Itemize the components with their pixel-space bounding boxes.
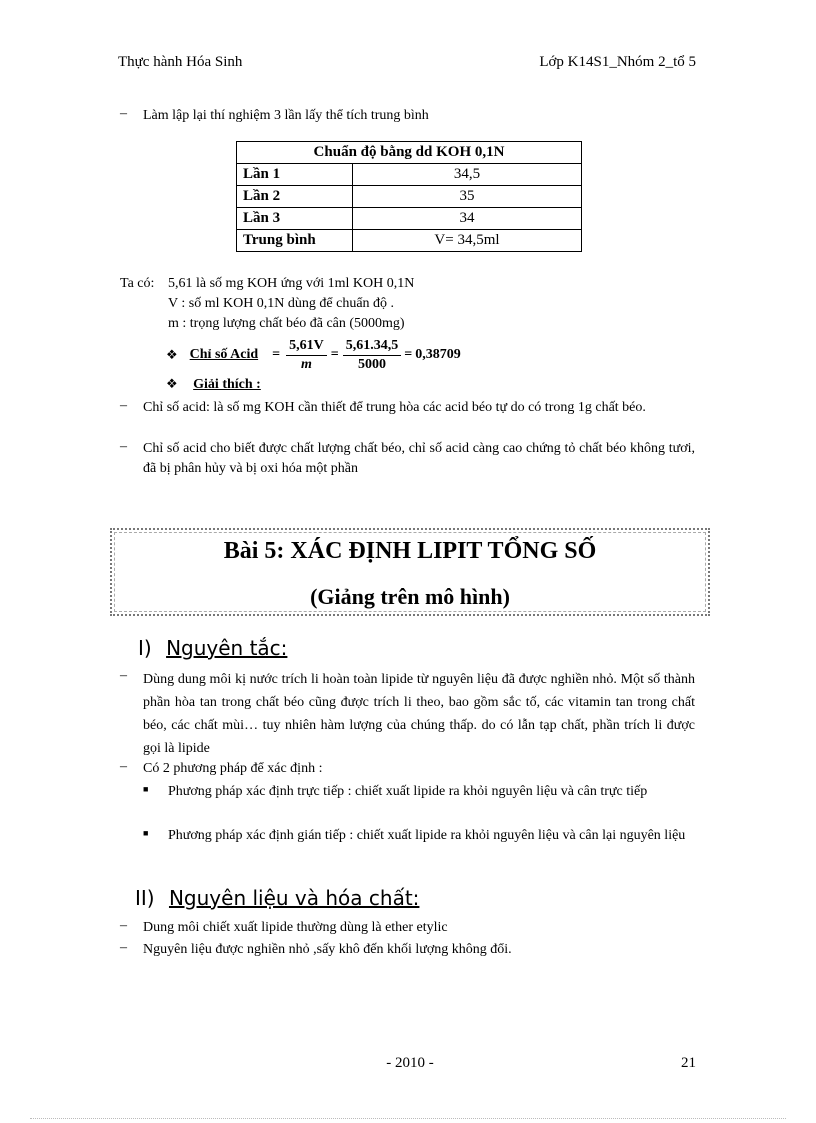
lesson-title: Bài 5: XÁC ĐỊNH LIPIT TỔNG SỐ xyxy=(223,538,597,564)
equals-sign: = xyxy=(330,347,339,362)
note-line-1: 5,61 là số mg KOH ứng với 1ml KOH 0,1N xyxy=(168,276,415,291)
section-2-heading xyxy=(135,886,419,910)
section-1-number: I) xyxy=(138,636,152,660)
formula-result: 0,38709 xyxy=(415,347,461,362)
taco-label: Ta có: xyxy=(120,276,155,291)
explanation-item: Chỉ số acid cho biết được chất lượng chất béo, chỉ số acid càng cao chứng tỏ chất béo không tươi, đã bị phân hủy và bị oxi hóa một phần xyxy=(143,441,695,476)
section-2-number: II) xyxy=(135,886,155,910)
row-value: 34,5 xyxy=(353,164,582,186)
section-2-title: Nguyên liệu và hóa chất: xyxy=(168,886,420,910)
header-left: Thực hành Hóa Sinh xyxy=(118,54,243,70)
dash-marker: – xyxy=(120,439,127,454)
dash-marker: – xyxy=(120,940,127,955)
equals-sign: = xyxy=(404,347,413,362)
footer-center: - 2010 - xyxy=(386,1055,434,1071)
fraction-2 xyxy=(343,337,402,374)
header-right: Lớp K14S1_Nhóm 2_tổ 5 xyxy=(539,54,696,70)
square-bullet-icon: ■ xyxy=(143,784,149,794)
table-row xyxy=(237,164,582,186)
formula-label: Chỉ số Acid xyxy=(189,347,259,362)
table-row xyxy=(237,208,582,230)
lesson-subtitle: (Giảng trên mô hình) xyxy=(310,584,510,609)
bottom-divider xyxy=(30,1118,786,1119)
dash-marker: – xyxy=(120,668,127,683)
page-number: 21 xyxy=(681,1055,696,1071)
section-1-title: Nguyên tắc: xyxy=(166,636,288,660)
fraction-1 xyxy=(286,337,327,374)
explanation-heading: Giải thích : xyxy=(193,377,261,392)
note-line-3: m : trọng lượng chất béo đã cân (5000mg) xyxy=(168,316,405,331)
fraction-2-denominator: 5000 xyxy=(357,356,386,372)
row-label: Trung bình xyxy=(237,230,353,252)
table-row xyxy=(237,230,582,252)
equals-sign: = xyxy=(272,347,281,362)
explanation-heading-row xyxy=(166,376,261,393)
row-value: V= 34,5ml xyxy=(353,230,582,252)
section-2-item: Nguyên liệu được nghiền nhỏ ,sấy khô đến khối lượng không đổi. xyxy=(143,942,512,957)
fraction-1-numerator: 5,61V xyxy=(286,337,327,356)
titration-table xyxy=(236,141,582,252)
row-value: 35 xyxy=(353,186,582,208)
diamond-bullet-icon: ❖ xyxy=(166,347,178,362)
fraction-2-numerator: 5,61.34,5 xyxy=(343,337,402,356)
row-value: 34 xyxy=(353,208,582,230)
section-1-subitem: Phương pháp xác định gián tiếp : chiết xuất lipide ra khỏi nguyên liệu và cân lại nguyên liệu xyxy=(168,828,686,843)
dash-marker: – xyxy=(120,918,127,933)
explanation-item: Chỉ số acid: là số mg KOH cần thiết để trung hòa các acid béo tự do có trong 1g chất béo. xyxy=(143,400,646,415)
dash-marker: – xyxy=(120,759,127,774)
section-1-item: Có 2 phương pháp để xác định : xyxy=(143,761,323,776)
section-1-subitem: Phương pháp xác định trực tiếp : chiết xuất lipide ra khỏi nguyên liệu và cân trực tiếp xyxy=(168,784,648,799)
dash-marker: – xyxy=(120,398,127,413)
row-label: Lần 2 xyxy=(237,186,353,208)
row-label: Lần 3 xyxy=(237,208,353,230)
square-bullet-icon: ■ xyxy=(143,828,149,838)
dash-marker: – xyxy=(120,106,127,121)
section-2-item: Dung môi chiết xuất lipide thường dùng là ether etylic xyxy=(143,920,448,935)
section-1-item: Dùng dung môi kị nước trích li hoàn toàn lipide từ nguyên liệu đã được nghiền nhỏ. Một số thành phần hòa tan trong chất béo cũng được trích li theo, bao gồm sắc tố, các vitamin tan trong chất béo, các chất mùi… tuy nhiên hàm lượng của chúng thấp. do có lẫn tạp chất, phần trích li được gọi là lipide xyxy=(143,672,695,756)
section-1-heading xyxy=(138,636,287,660)
table-title: Chuẩn độ bằng dd KOH 0,1N xyxy=(237,142,582,164)
fraction-1-denominator: m xyxy=(300,356,312,372)
table-row xyxy=(237,186,582,208)
row-label: Lần 1 xyxy=(237,164,353,186)
formula-block xyxy=(166,334,461,376)
intro-item: Làm lập lại thí nghiệm 3 lần lấy thể tích trung bình xyxy=(143,108,429,123)
diamond-bullet-icon: ❖ xyxy=(166,376,178,391)
note-line-2: V : số ml KOH 0,1N dùng để chuẩn độ . xyxy=(168,296,395,311)
